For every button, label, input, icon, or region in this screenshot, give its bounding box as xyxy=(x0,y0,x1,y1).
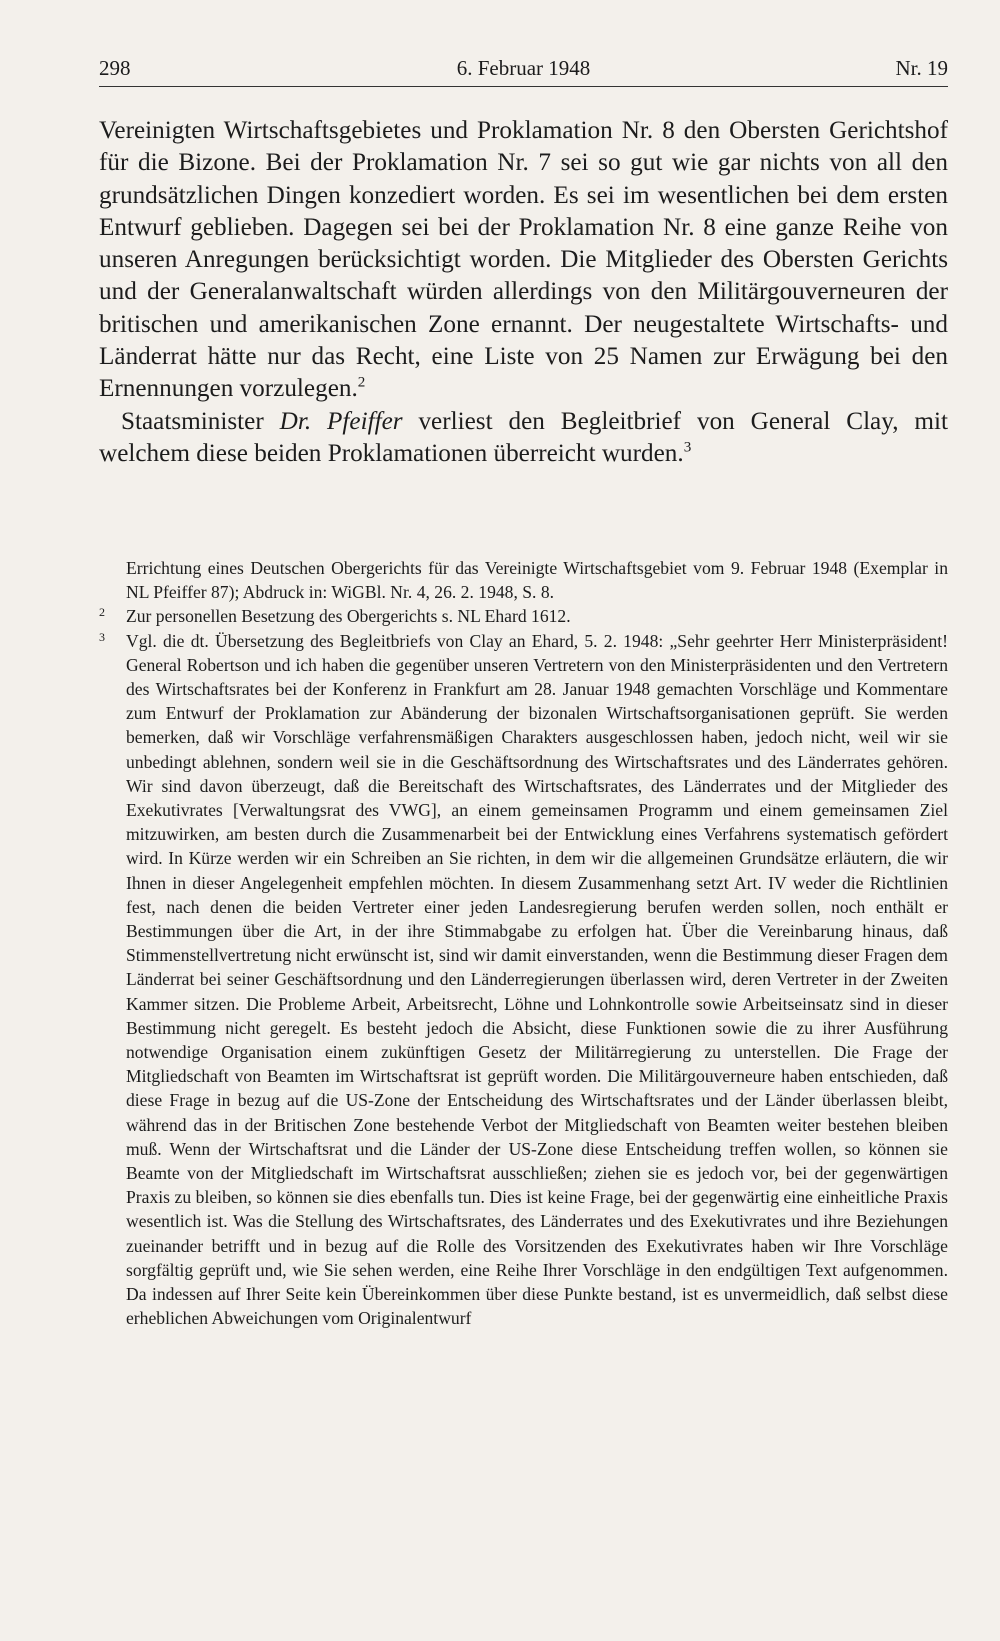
paragraph-2-rest: verliest den Begleitbrief von General Clay, mit welchem diese beiden Proklamationen überreicht wurden. xyxy=(99,407,948,467)
footnote-ref-2: 2 xyxy=(357,374,366,391)
footnote-2 xyxy=(99,604,948,628)
footnote-text: Errichtung eines Deutschen Obergerichts für das Vereinigte Wirtschaftsgebiet vom 9. Februar 1948 (Exemplar in NL Pfeiffer 87); Abdruck in: WiGBl. Nr. 4, 26. 2. 1948, S. 8. xyxy=(126,558,948,603)
footnote-1 xyxy=(99,556,948,604)
page-number: 298 xyxy=(99,56,131,80)
paragraph-2 xyxy=(99,406,948,471)
speaker-name: Dr. Pfeiffer xyxy=(279,407,403,435)
footnote-3 xyxy=(99,629,948,1331)
paragraph-1 xyxy=(99,115,948,406)
footnote-text: Zur personellen Besetzung des Obergerichts s. NL Ehard 1612. xyxy=(126,606,571,627)
paragraph-2-start: Staatsminister xyxy=(121,407,280,435)
document-number: Nr. 19 xyxy=(895,56,948,80)
main-text xyxy=(99,115,948,470)
footnotes xyxy=(99,556,948,1331)
running-header xyxy=(99,50,948,87)
footnote-number: 2 xyxy=(99,605,105,620)
footnote-number: 3 xyxy=(99,629,105,644)
header-date: 6. Februar 1948 xyxy=(456,56,591,80)
paragraph-1-text: Vereinigten Wirtschaftsgebietes und Proklamation Nr. 8 den Obersten Gerichtshof für die Bizone. Bei der Proklamation Nr. 7 sei so gut wie gar nichts von all den grundsätzlichen Dingen konzediert worden. Es sei im wesentlichen bei dem ersten Entwurf geblieben. Dagegen sei bei der Proklamation Nr. 8 eine ganze Reihe von unseren Anregungen berücksichtigt worden. Die Mitglieder des Obersten Gerichts und der Generalanwaltschaft würden allerdings von den Militärgouverneuren der britischen und amerikanischen Zone ernannt. Der neugestaltete Wirtschafts- und Länderrat hätte nur das Recht, eine Liste von 25 Namen zur Erwägung bei den Ernennungen vorzulegen. xyxy=(99,117,948,403)
footnote-text: Vgl. die dt. Übersetzung des Begleitbriefs von Clay an Ehard, 5. 2. 1948: „Sehr geehrter Herr Ministerpräsident! General Robertson und ich haben die gegenüber unseren Vertretern von den Ministerpräsidenten und den Vertretern des Wirtschaftsrates bei der Konferenz in Frankfurt am 28. Januar 1948 gemachten Vorschläge und Kommentare zum Entwurf der Proklamation zur Abänderung der bizonalen Wirtschaftsorganisationen geprüft. Sie werden bemerken, daß wir Vorschläge verfahrensmäßigen Charakters ausgeschlossen haben, jedoch nicht, weil wir sie unbedingt ablehnen, sondern weil sie in die Geschäftsordnung des Wirtschaftsrates und des Länderrates gehören. Wir sind davon überzeugt, daß die Bereitschaft des Wirtschaftsrates, des Länderrates und der Mitglieder des Exekutivrates [Verwaltungsrat des VWG], an einem gemeinsamen Programm und einem gemeinsamen Ziel mitzuwirken, am besten durch die Zusammenarbeit bei der Entwicklung eines Verfahrens systematisch gefördert wird. In Kürze werden wir ein Schreiben an Sie richten, in dem wir die allgemeinen Grundsätze erläutern, die wir Ihnen in dieser Angelegenheit empfehlen möchten. In diesem Zusammenhang setzt Art. IV weder die Richtlinien fest, nach denen die beiden Vertreter einer jeden Landesregierung berufen werden sollen, noch enthält er Bestimmungen über die Art, in der ihre Stimmabgabe zu erfolgen hat. Über die Vereinbarung hinaus, daß Stimmenstellvertretung nicht erwünscht ist, sind wir damit einverstanden, wenn die Bestimmung dieser Fragen dem Länderrat bei seiner Geschäftsordnung und den Länderregierungen überlassen wird, deren Vertreter in der Zweiten Kammer sitzen. Die Probleme Arbeit, Arbeitsrecht, Löhne und Lohnkontrolle sowie Arbeitseinsatz sind in dieser Bestimmung nicht geregelt. Es besteht jedoch die Absicht, diese Funktionen sowie die zu ihrer Ausführung notwendige Organisation einem zukünftigen Gesetz der Militärregierung zu unterstellen. Die Frage der Mitgliedschaft von Beamten im Wirtschaftsrat ist geprüft worden. Die Militärgouverneure haben entschieden, daß diese Frage in bezug auf die US-Zone der Entscheidung des Wirtschaftsrates und der Länder überlassen bleibt, während das in der Britischen Zone bestehende Verbot der Mitgliedschaft von Beamten weiter bestehen bleiben muß. Wenn der Wirtschaftsrat und die Länder der US-Zone diese Entscheidung treffen wollen, so können sie Beamte von der Mitgliedschaft im Wirtschaftsrat ausschließen; ziehen sie es jedoch vor, bei der gegenwärtigen Praxis zu bleiben, so können sie dies ebenfalls tun. Dies ist keine Frage, bei der gegenwärtig eine einheitliche Praxis wesentlich ist. Was die Stellung des Wirtschaftsrates, des Länderrates und des Exekutivrates und ihre Beziehungen zueinander betrifft und in bezug auf die Rolle des Vorsitzenden des Exekutivrates haben wir Ihre Vorschläge sorgfältig geprüft und, wie Sie sehen werden, eine Reihe Ihrer Vorschläge in den endgültigen Text aufgenommen. Da indessen auf Ihrer Seite kein Übereinkommen über diese Punkte bestand, ist es unvermeidlich, daß selbst diese erheblichen Abweichungen vom Originalentwurf xyxy=(126,630,948,1329)
footnote-ref-3: 3 xyxy=(683,439,692,456)
